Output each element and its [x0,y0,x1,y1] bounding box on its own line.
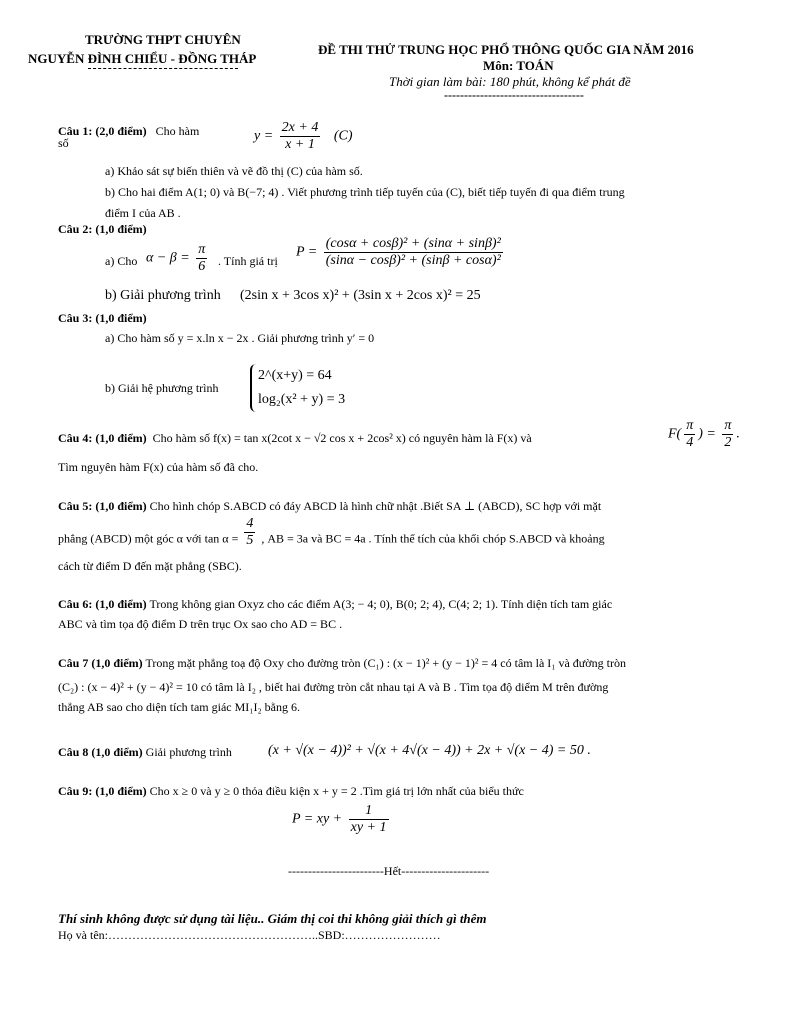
q5-line2: phẳng (ABCD) một góc α với tan α = $\frac{4}{5}$ , AB = 3a và BC = 4a . Tính thể tích của khối chóp S.ABCD và khoảng [58,516,605,548]
q4-text2: Tìm nguyên hàm F(x) của hàm số đã cho. [58,460,259,474]
q3-part-b-label: b) Giải hệ phương trình [105,381,219,395]
q3-system-eq2: log₂(x² + y) = 3 [258,392,346,407]
q6-line1-text: Trong không gian Oxyz cho các điểm A(3; − 4; 0), B(0; 2; 4), C(4; 2; 1). Tính diện tích tam giác [149,597,613,611]
q7-line3: thẳng AB sao cho diện tích tam giác MI₁I₂ bằng 6. [58,700,300,714]
q8-equation: (x + √(x − 4))² + √(x + 4√(x − 4)) + 2x + √(x − 4) = 50 . [268,743,591,758]
q5-line1-text: Cho hình chóp S.ABCD có đáy ABCD là hình chữ nhật .Biết SA ⊥ (ABCD), SC hợp với mặt [149,499,602,513]
q7-line2: (C₂) : (x − 4)² + (y − 4)² = 10 có tâm là I₂ , biết hai đường tròn cắt nhau tại A và B . Tìm tọa độ diểm M trên đường [58,680,609,694]
q6-line1 [58,597,612,612]
q5-line1 [58,499,601,514]
q3-system [250,364,345,412]
q8-label: Câu 8 (1,0 điểm) [58,745,143,759]
school-name-line2: NGUYỄN ĐÌNH CHIỂU - ĐỒNG THÁP [28,51,257,66]
q4-text1: Cho hàm số f(x) = tan x(2cot x − √2 cos x + 2cos² x) có nguyên hàm là F(x) và [152,431,532,445]
q2-expression: P = $\frac{\text{(cosα + cosβ)² + (sinα + sinβ)²}}{\text{(sinα − cosβ)² + (sinβ + cosα)²}}$ [296,236,501,268]
footer-note: Thí sinh không được sử dụng tài liệu.. Giám thị coi thi không giải thích gì thêm [58,911,487,926]
q2-part-b-equation: (2sin x + 3cos x)² + (3sin x + 2cos x)² = 25 [240,288,481,303]
q2-part-a-text1: a) Cho [105,254,138,268]
q2-label: Câu 2: (1,0 điểm) [58,222,147,236]
end-marker: ------------------------Hết---------------------- [288,864,490,878]
q1-part-b-line2: điểm I của AB . [105,206,181,220]
q6-line2: ABC và tìm tọa độ điểm D trên trục Ox sao cho AD = BC . [58,617,343,631]
header-divider: ----------------------------------- [444,88,584,102]
q1-function: y = $\frac{2x + 4}{x + 1}$ (C) [254,120,353,152]
q2-condition: α − β = $\frac{\pi}{6}$ [146,242,206,274]
q1-part-b-line1: b) Cho hai điểm A(1; 0) và B(−7; 4) . Viết phương trình tiếp tuyến của (C), biết tiếp tuyến đi qua điểm trung [105,185,625,199]
q5-line2a: phẳng (ABCD) một góc α với tan α = [58,531,239,546]
q9-expression: P = xy + $\frac{1}{xy + 1}$ [292,803,387,835]
q1-intro [58,124,199,139]
q1-label: Câu 1: (2,0 điểm) [58,124,147,138]
q3-part-a: a) Cho hàm số y = x.ln x − 2x . Giải phương trình y′ = 0 [105,331,375,345]
q1-intro-text2: số [58,136,69,150]
q6-label: Câu 6: (1,0 điểm) [58,597,147,611]
q7-label: Câu 7 (1,0 điểm) [58,656,143,670]
q7-line1 [58,656,626,671]
exam-title: ĐỀ THI THỬ TRUNG HỌC PHỔ THÔNG QUỐC GIA NĂM 2016 [318,42,694,57]
q3-label: Câu 3: (1,0 điểm) [58,311,147,325]
q1-intro-text: Cho hàm [155,124,200,138]
q5-line3: cách từ điểm D đến mặt phẳng (SBC). [58,559,242,573]
q8-text: Giải phương trình [145,745,232,759]
q5-label: Câu 5: (1,0 điểm) [58,499,147,513]
exam-subject: Môn: TOÁN [483,58,554,73]
q5-line2b: , AB = 3a và BC = 4a . Tính thể tích của khối chóp S.ABCD và khoảng [261,531,605,546]
q4-label: Câu 4: (1,0 điểm) [58,431,147,445]
q9-text: Cho x ≥ 0 và y ≥ 0 thỏa điều kiện x + y = 2 .Tìm giá trị lớn nhất của biểu thức [149,784,524,798]
q4-line1 [58,431,532,446]
school-name-line1: TRƯỜNG THPT CHUYÊN [85,32,241,47]
school-underline [88,68,238,69]
q2-part-b-label: b) Giải phương trình [105,288,221,303]
q7-line1-text: Trong mặt phẳng toạ độ Oxy cho đường tròn (C₁) : (x − 1)² + (y − 1)² = 4 có tâm là I₁ và đường tròn [145,656,626,670]
q8-line [58,745,232,760]
exam-time: Thời gian làm bài: 180 phút, không kể phát đề [389,74,631,89]
q4-condition: F( $\frac{\pi}{4}$ ) = $\frac{\pi}{2}$ . [668,418,740,450]
q2-part-a-text2: . Tính giá trị [218,254,278,268]
q1-part-a: a) Khảo sát sự biến thiên và vẽ đồ thị (C) của hàm số. [105,164,363,178]
q9-line [58,784,524,799]
q9-label: Câu 9: (1,0 điểm) [58,784,147,798]
q3-system-eq1: 2^(x+y) = 64 [258,368,332,383]
candidate-info-line: Họ và tên:……………………………………………..SBD:…………………… [58,928,441,942]
